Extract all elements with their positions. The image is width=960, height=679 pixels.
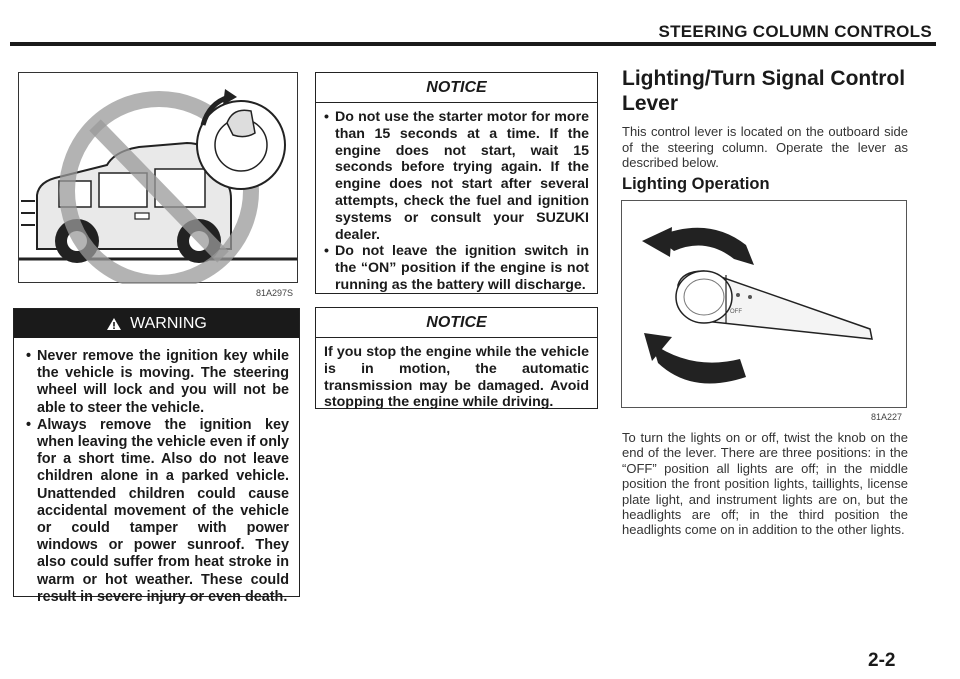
- notice-title: NOTICE: [316, 73, 597, 103]
- section-title: Lighting/Turn Signal Control Lever: [622, 67, 906, 115]
- notice-text: If you stop the engine while the vehicle is in motion, the automatic transmission may be damaged. Avoid stopping the engine while driving.: [324, 344, 589, 411]
- notice-item: • Do not leave the ignition switch in the “ON” position if the engine is not running as the battery will discharge.: [324, 243, 589, 293]
- off-label: OFF: [730, 309, 742, 315]
- warning-label: WARNING: [130, 314, 207, 332]
- notice-box-transmission: [315, 307, 598, 409]
- lighting-body-text: To turn the lights on or off, twist the knob on the end of the lever. There are three positions: in the “OFF” position all lights are off; in the middle position the front position lights, taillights, license plate light, and instrument lights are on, but the headlights are off; in the third position the headlights come on in addition to the other lights.: [622, 430, 908, 538]
- header-rule: [10, 42, 936, 46]
- lever-drawing: [622, 201, 908, 409]
- warning-header: [14, 309, 299, 338]
- lighting-lever-illustration: [621, 200, 907, 422]
- warning-triangle-icon: [106, 317, 122, 331]
- notice-box-starter: [315, 72, 598, 294]
- warning-item: • Never remove the ignition key while the vehicle is moving. The steering wheel will lock and you will not be able to steer the vehicle.: [26, 348, 289, 417]
- notice-item: • Do not use the starter motor for more than 15 seconds at a time. If the engine does not start, wait 15 seconds before trying again. If the engine does not start after several attempts, check the fuel and ignition systems or consult your SUZUKI dealer.: [324, 109, 589, 243]
- notice-list: [324, 109, 589, 294]
- warning-box: [13, 308, 300, 605]
- section-intro: This control lever is located on the outboard side of the steering column. Operate the lever as described below.: [622, 124, 908, 171]
- warning-list: [26, 348, 289, 606]
- page-number: 2-2: [868, 650, 896, 671]
- figure-code: 81A297S: [255, 288, 293, 298]
- no-key-removal-illustration: [18, 72, 298, 298]
- section-header-title: STEERING COLUMN CONTROLS: [658, 22, 932, 41]
- notice-title: NOTICE: [316, 308, 597, 338]
- car-prohibition-drawing: [19, 73, 299, 284]
- figure-code: 81A227: [870, 412, 902, 422]
- subsection-title: Lighting Operation: [622, 175, 770, 193]
- warning-item: • Always remove the ignition key when leaving the vehicle even if only for a short time. Also do not leave children alone in a parked vehicle. Unattended children could cause accidental movement of the vehicle or could tamper with power windows or power sunroof. They also could suffer from heat stroke in warm or hot weather. These could result in severe injury or even death.: [26, 417, 289, 606]
